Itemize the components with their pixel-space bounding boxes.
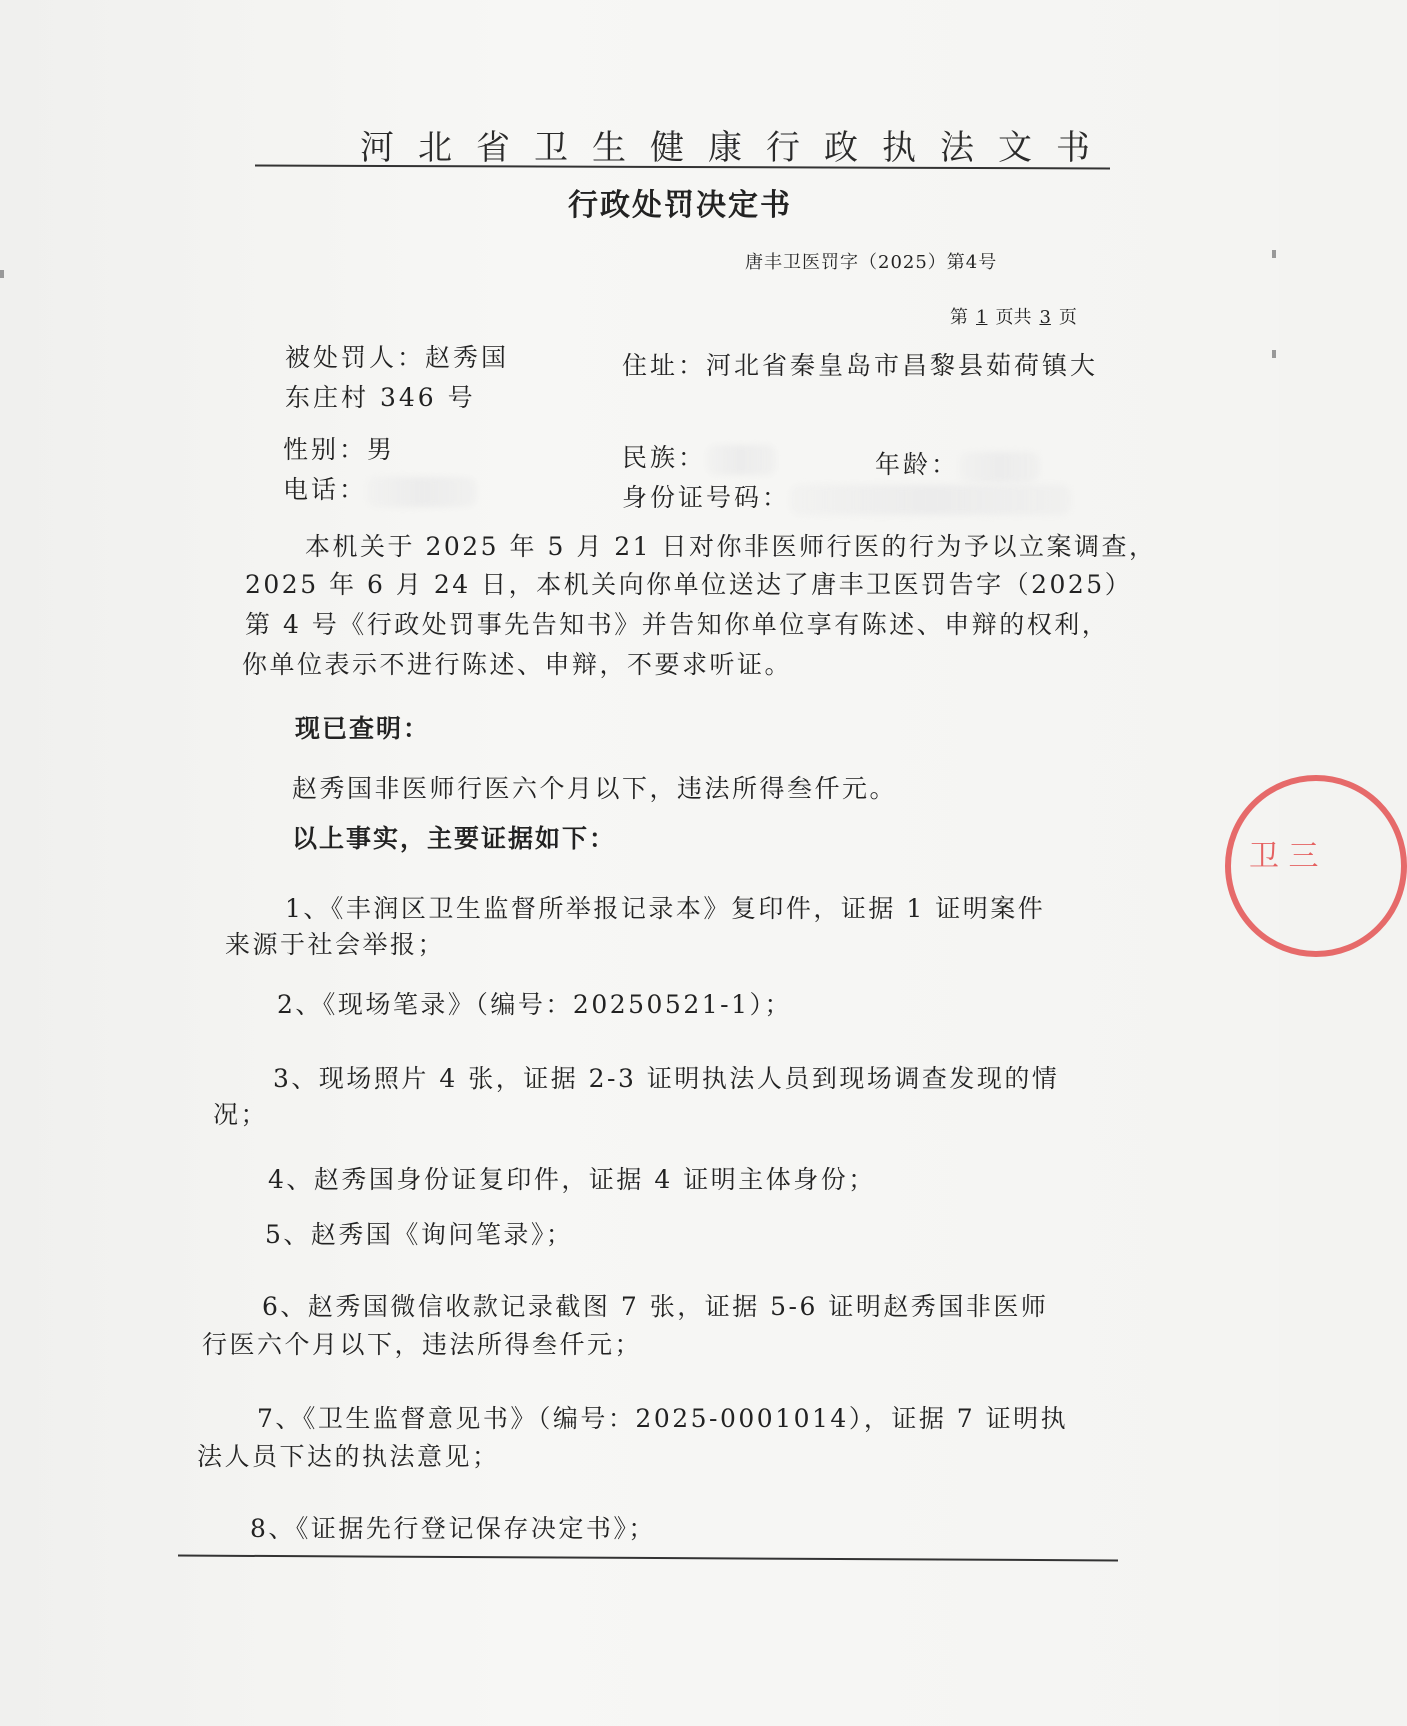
evidence-7-line-1: 7、《卫生监督意见书》（编号：2025-0001014），证据 7 证明执 <box>257 1404 1069 1433</box>
intro-line-3: 第 4 号《行政处罚事先告知书》并告知你单位享有陈述、申辩的权利， <box>245 610 1110 639</box>
evidence-3-line-1: 3、现场照片 4 张，证据 2-3 证明执法人员到现场调查发现的情 <box>273 1064 1060 1093</box>
official-seal <box>1225 775 1407 957</box>
scan-edge-mark <box>1272 350 1276 358</box>
evidence-1-line-2: 来源于社会举报； <box>225 930 446 959</box>
party-address-line2: 东庄村 346 号 <box>285 383 476 412</box>
authority-title: 河北省卫生健康行政执法文书 <box>360 128 1114 168</box>
party-gender-label: 性别： <box>283 435 368 464</box>
party-address-line1: 河北省秦皇岛市昌黎县茹荷镇大 <box>706 351 1099 380</box>
evidence-3-line-2: 况； <box>213 1100 269 1129</box>
evidence-4: 4、赵秀国身份证复印件，证据 4 证明主体身份； <box>268 1165 876 1194</box>
evidence-6-line-1: 6、赵秀国微信收款记录截图 7 张，证据 5-6 证明赵秀国非医师 <box>262 1292 1049 1321</box>
party-address-label: 住址： <box>622 351 707 380</box>
party-id-label: 身份证号码： <box>622 483 791 512</box>
document-title: 行政处罚决定书 <box>568 188 792 223</box>
party-gender-row <box>283 430 395 466</box>
findings-text: 赵秀国非医师行医六个月以下，违法所得叁仟元。 <box>292 774 898 803</box>
findings-heading: 现已查明： <box>295 714 431 743</box>
page-suffix: 页 <box>1058 307 1077 328</box>
evidence-heading: 以上事实，主要证据如下： <box>292 824 617 853</box>
evidence-6-line-2: 行医六个月以下，违法所得叁仟元； <box>202 1330 643 1359</box>
page-mid: 页共 <box>995 307 1032 328</box>
party-phone-row <box>283 470 477 507</box>
page-count <box>950 303 1077 329</box>
seal-text: 卫 三 <box>1249 839 1319 874</box>
party-ethnicity-label: 民族： <box>622 443 707 472</box>
party-address-row <box>622 346 1098 382</box>
party-age-label: 年龄： <box>875 450 960 479</box>
evidence-1-line-1: 1、《丰润区卫生监督所举报记录本》复印件，证据 1 证明案件 <box>285 894 1046 923</box>
age-redaction <box>959 452 1039 482</box>
evidence-8: 8、《证据先行登记保存决定书》； <box>250 1514 656 1543</box>
party-gender: 男 <box>367 435 396 464</box>
document-number: 唐丰卫医罚字（2025）第4号 <box>745 252 998 273</box>
party-name-label: 被处罚人： <box>285 343 426 372</box>
party-ethnicity-row <box>622 438 776 475</box>
party-name-row <box>285 338 509 374</box>
footer-rule <box>178 1555 1118 1562</box>
ethnicity-redaction <box>706 445 776 475</box>
page-total: 3 <box>1039 307 1051 328</box>
evidence-5: 5、赵秀国《询问笔录》； <box>265 1220 574 1249</box>
phone-redaction <box>367 477 477 507</box>
intro-line-1: 本机关于 2025 年 5 月 21 日对你非医师行医的行为予以立案调查， <box>305 532 1157 561</box>
page-current: 1 <box>976 307 988 328</box>
id-redaction <box>790 485 1070 515</box>
scan-edge-mark <box>0 270 4 278</box>
party-id-row <box>622 478 1070 515</box>
intro-line-2: 2025 年 6 月 24 日，本机关向你单位送达了唐丰卫医罚告字（2025） <box>245 570 1133 599</box>
intro-line-4: 你单位表示不进行陈述、申辩，不要求听证。 <box>242 650 793 679</box>
page-prefix: 第 <box>950 307 968 328</box>
party-name: 赵秀国 <box>425 343 510 372</box>
scan-edge-mark <box>1272 250 1276 258</box>
evidence-7-line-2: 法人员下达的执法意见； <box>197 1442 500 1471</box>
party-phone-label: 电话： <box>283 475 368 504</box>
party-age-row <box>875 445 1039 482</box>
evidence-2: 2、《现场笔录》（编号：20250521-1）； <box>277 990 793 1019</box>
